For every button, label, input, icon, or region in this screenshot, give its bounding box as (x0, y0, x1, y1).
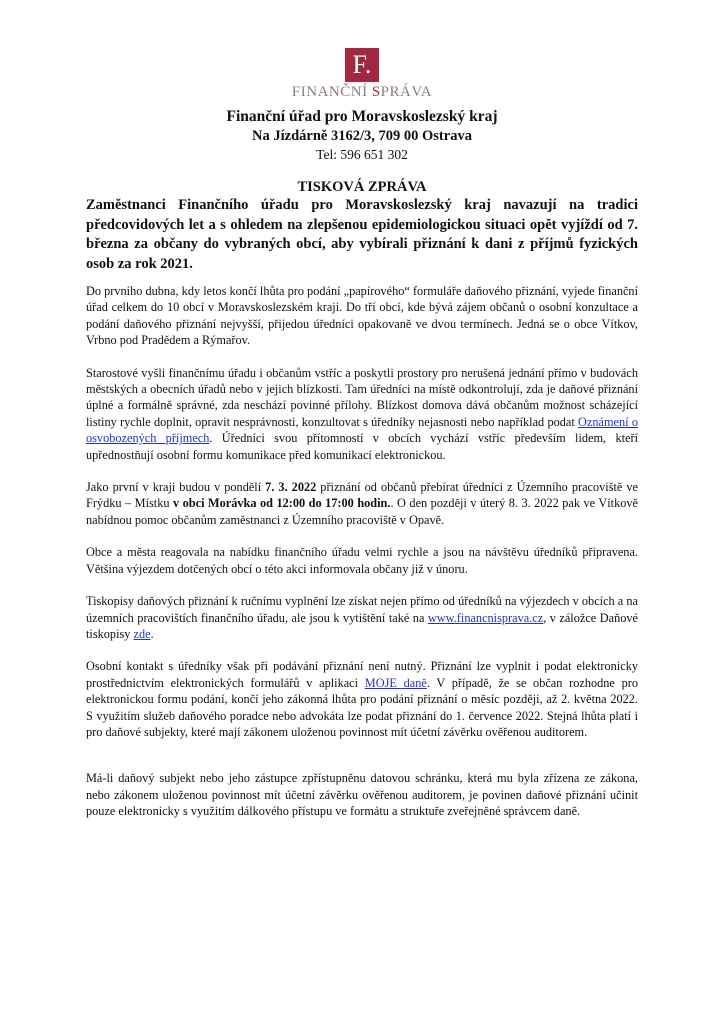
office-name: Finanční úřad pro Moravskoslezský kraj (226, 108, 498, 125)
paragraph-3-text-mid: přiznání od občanů přebírat úředníci z Územního pracoviště ve Frýdku – Místku (86, 480, 638, 511)
paragraph-5 (86, 593, 638, 642)
press-release-heading (86, 178, 638, 274)
press-body (86, 283, 638, 836)
paragraph-5-text: Tiskopisy daňových přiznání k ručnímu vyplnění lze získat nejen přímo od úředníků na výjezdech v obcích a na územních pracovištích finančního úřadu, ale jsou k vytištění také na (86, 594, 638, 625)
paragraph-6-text: Osobní kontakt s úředníky však při podávání přiznání není nutný. Přiznání lze vyplnit i podat elektronicky prostřednictvím elektronických formulářů v aplikaci (86, 659, 638, 690)
logo-mark: F. (345, 48, 379, 82)
paragraph-2-text: Starostové vyšli finančnímu úřadu i občanům vstříc a poskytli prostory pro nerušená jednání přímo v budovách městských a obecních úřadů nebo v jejich blízkosti. Tam úředníci na místě odkontrolují, zda je daňové přiznání úplné a formálně správné, zda neschází povinné přílohy. Blízkost domova dává občanům možnost scházející listiny rychle doplnit, opravit nesprávnosti, konzultovat s úředníky nejasnosti nebo například podat (86, 365, 638, 429)
office-header (0, 107, 724, 164)
financnisprava-link[interactable]: www.financnisprava.cz (427, 610, 544, 625)
office-address: Na Jízdárně 3162/3, 709 00 Ostrava (252, 128, 472, 144)
office-phone: Tel: 596 651 302 (316, 147, 408, 162)
logo-text-part1: FINANČNÍ (291, 84, 372, 100)
paragraph-4: Obce a města reagovala na nabídku finančního úřadu velmi rychle a jsou na návštěvu úředníků připravena. Většina výjezdem dotčených obcí o této akci informovala občany již v únoru. (86, 545, 638, 576)
logo-wordmark (0, 83, 724, 101)
paragraph-7: Má-li daňový subjekt nebo jeho zástupce zpřístupněnu datovou schránku, která mu byla zřízena ze zákona, nebo zákonem uloženou povinnost mít účetní závěrku ověřenou auditorem, je povinen daňové přiznání učinit pouze elektronicky s využitím dálkového přístupu ve formátu a struktuře zveřejněné správcem daně. (86, 771, 638, 819)
location-time-highlight: v obci Morávka od 12:00 do 17:00 hodin. (173, 496, 391, 511)
paragraph-5-text-end: . (150, 626, 154, 641)
press-title: TISKOVÁ ZPRÁVA (297, 179, 427, 195)
logo-text-part2: PRÁVA (380, 84, 433, 100)
press-lead: Zaměstnanci Finančního úřadu pro Moravskoslezský kraj navazují na tradici předcovidových let a s ohledem na zlepšenou epidemiologickou situaci opět vyjíždí od 7. března za občany do vybraných obcí, aby vybírali přiznání k dani z příjmů fyzických osob za rok 2021. (86, 197, 638, 272)
paragraph-2 (86, 365, 638, 463)
moje-dane-link[interactable]: MOJE daně (364, 675, 427, 690)
paragraph-3-text-end: . O den později v úterý 8. 3. 2022 pak ve Vítkově nabídnou pomoc občanům zaměstnanci z Územního pracoviště v Opavě. (86, 496, 639, 527)
paragraph-2-text-end: . Úředníci svou přítomností v obcích vychází vstříc především lidem, kteří upřednostňují osobní formu komunikace před komunikací elektronickou. (86, 431, 638, 462)
oznameni-link[interactable]: Oznámení o osvobozených příjmech (86, 414, 638, 446)
date-highlight: 7. 3. 2022 (265, 480, 317, 495)
paragraph-3 (86, 479, 638, 528)
paragraph-6 (86, 658, 638, 740)
paragraph-3-text: Jako první v kraji budou v pondělí (86, 480, 266, 495)
tiskopisy-zde-link[interactable]: zde (133, 626, 151, 641)
paragraph-6-text-end: . V případě, že se občan rozhodne pro elektronickou formu podání, končí jeho zákonná lhůta pro podání přiznání o měsíc později, až 2. května 2022. S využitím služeb daňového poradce nebo advokáta lze podat přiznání do 1. července 2022. Stejná lhůta platí i pro daňové subjekty, které mají zákonem uloženou povinnost mít účetní závěrku ověřenou auditorem. (86, 675, 638, 739)
financni-sprava-logo (0, 48, 724, 101)
paragraph-1: Do prvního dubna, kdy letos končí lhůta pro podání „papírového“ formuláře daňového přiznání, vyjede finanční úřad celkem do 10 obcí v Moravskoslezském kraji. Do tří obcí, kde bývá zájem občanů o osobní konzultace a podání daňového přiznání nejvyšší, přijedou úředníci opakovaně ve dvou termínech. Jedná se o obce Vítkov, Vrbno pod Pradědem a Rýmařov. (86, 284, 638, 348)
logo-text-accent: S (371, 84, 381, 100)
paragraph-5-text-mid: , v záložce Daňové tiskopisy (86, 610, 638, 641)
